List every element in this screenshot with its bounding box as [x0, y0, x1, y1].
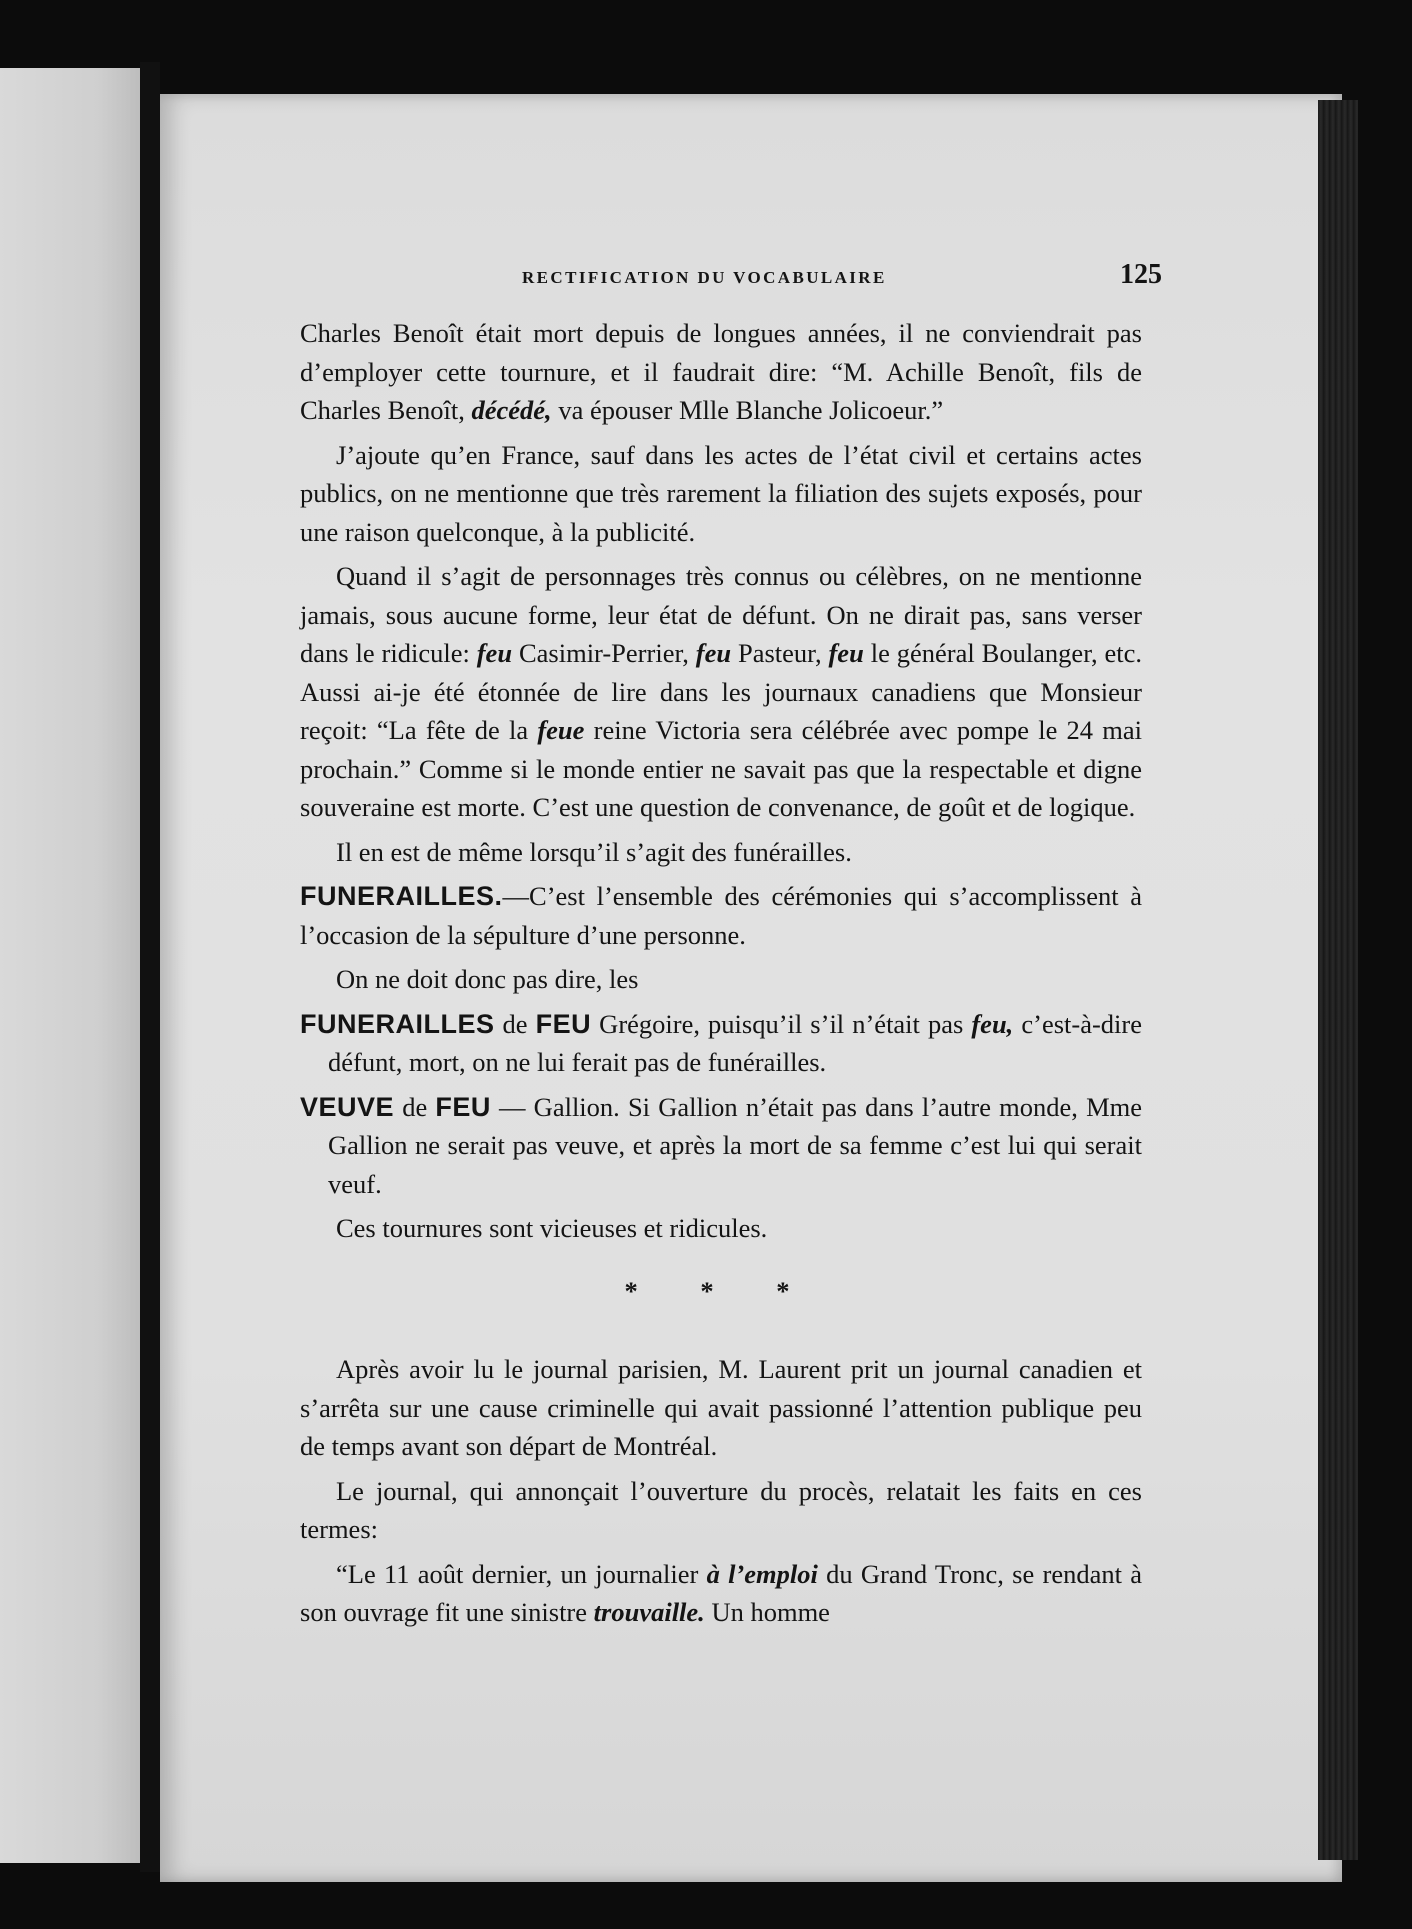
paragraph-3-text-g: le général Boulanger, etc. Aussi ai-je été étonnée de lire dans les journaux canadiens que Monsieur reçoit: “La fête de la: [300, 638, 1143, 745]
paragraph-5: On ne doit donc pas dire, les: [336, 964, 639, 994]
definition-term: FUNERAILLES.: [300, 881, 503, 911]
example-1-text-d: Grégoire, puisqu’il s’il n’était pas: [591, 1008, 972, 1039]
paragraph-1-text-c: va épouser Mlle Blanche Jolicoeur.”: [551, 395, 944, 425]
paragraph-3-italic-b: feu: [476, 638, 513, 668]
page-text: [300, 258, 1162, 1638]
running-title: RECTIFICATION DU VOCABULAIRE: [522, 268, 887, 287]
example-2-text-b: de: [394, 1091, 436, 1122]
paragraph-2: J’ajoute qu’en France, sauf dans les actes de l’état civil et certains actes publics, on ne mentionne que très rarement la filiation des sujets exposés, pour une raison quelconque, à la publicité.: [300, 439, 1142, 547]
paragraph-3-italic-h: feue: [537, 715, 585, 745]
book-gutter: [140, 62, 160, 1872]
paragraph-3-text-c: Casimir-Perrier,: [512, 638, 696, 668]
example-1-term-a: FUNERAILLES: [300, 1008, 495, 1039]
left-page-edge: [0, 68, 140, 1863]
paragraph-4: Il en est de même lorsqu’il s’agit des funérailles.: [336, 836, 852, 867]
example-1-text-f: c’est-à-dire défunt, mort, on ne lui ferait pas de funérailles.: [328, 1008, 1143, 1077]
paragraph-3-italic-f: feu: [828, 638, 864, 668]
paragraph-1-text-a: Charles Benoît était mort depuis de longues années, il ne conviendrait pas d’employer cette tournure, et il faudrait dire: “M. Achille Benoît, fils de Charles Benoît,: [300, 318, 1142, 425]
paragraph-1-italic: décédé,: [471, 395, 552, 425]
definition-funerailles: [300, 877, 1142, 954]
paragraph-9-italic-b: à l’emploi: [706, 1558, 818, 1589]
example-2-text-d: — Gallion. Si Gallion n’était pas dans l’autre monde, Mme Gallion ne serait pas veuve, et après la mort de sa femme c’est lui qui serait veuf.: [328, 1091, 1143, 1199]
example-1-italic: feu,: [971, 1008, 1014, 1039]
example-1-term-c: FEU: [535, 1008, 592, 1039]
page-number: 125: [1120, 259, 1162, 290]
definition-text: —C’est l’ensemble des cérémonies qui s’accomplissent à l’occasion de la sépulture d’une personne.: [300, 881, 1142, 950]
paragraph-3-text-i: reine Victoria sera célébrée avec pompe le 24 mai prochain.” Comme si le monde entier ne savait pas que la respectable et digne souveraine est morte. C’est une question de convenance, de goût et de logique.: [300, 715, 1142, 822]
paragraph-9-italic-d: trouvaille.: [593, 1597, 705, 1627]
paragraph-9-text-e: Un homme: [704, 1597, 830, 1627]
paragraph-9: [300, 1555, 1142, 1632]
paragraph-3: [300, 557, 1142, 827]
example-funerailles: [300, 1005, 1142, 1082]
paragraph-1: [300, 314, 1142, 430]
paragraph-3-text-e: Pasteur,: [731, 638, 829, 668]
example-2-term-a: VEUVE: [300, 1091, 395, 1122]
paragraph-9-text-c: du Grand Tronc, se rendant à son ouvrage fit une sinistre: [300, 1558, 1143, 1627]
paragraph-8: Le journal, qui annonçait l’ouverture du procès, relatait les faits en ces termes:: [300, 1475, 1142, 1544]
section-separator: * * *: [624, 1275, 818, 1306]
paragraph-9-text-a: “Le 11 août dernier, un journalier: [336, 1558, 707, 1589]
running-head: [300, 258, 1162, 314]
paragraph-3-text-a: Quand il s’agit de personnages très connus ou célèbres, on ne mentionne jamais, sous aucune forme, leur état de défunt. On ne dirait pas, sans verser dans le ridicule:: [300, 561, 1142, 668]
paragraph-3-italic-d: feu: [695, 638, 732, 668]
example-2-term-c: FEU: [435, 1091, 491, 1122]
paragraph-6: Ces tournures sont vicieuses et ridicules.: [336, 1213, 768, 1243]
page-stack-edge: [1318, 100, 1358, 1860]
example-veuve: [300, 1088, 1142, 1204]
paragraph-7: Après avoir lu le journal parisien, M. Laurent prit un journal canadien et s’arrêta sur une cause criminelle qui avait passionné l’attention publique peu de temps avant son départ de Montréal.: [300, 1354, 1142, 1461]
example-1-text-b: de: [494, 1008, 536, 1039]
